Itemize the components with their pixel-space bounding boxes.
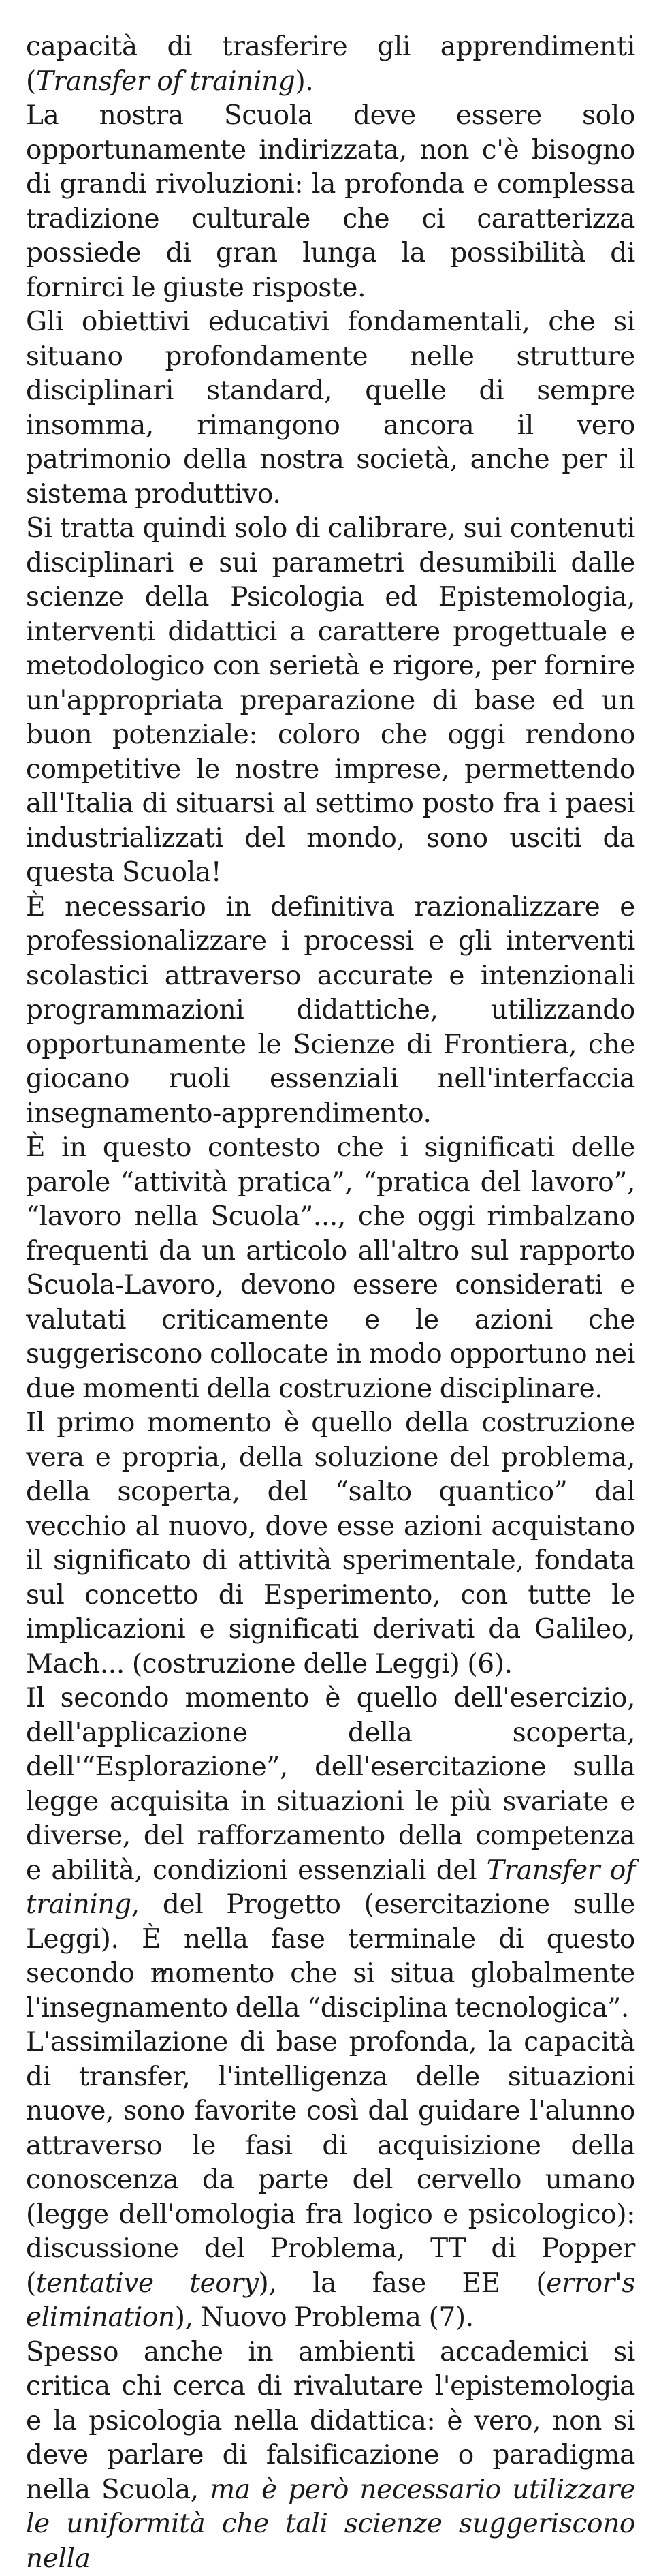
text-run: ). <box>295 66 314 97</box>
italic-text: Transfer of training <box>26 1855 635 1921</box>
text-run: È necessario in definitiva razionalizzare e professionalizzare i processi e gli interventi scolastici attraverso accurate e intenzionali programmazioni didattiche, utilizzando opportunamente le Scienze di Frontiera, che giocano ruoli essenziali nell'interfaccia insegnamento-apprendimento. <box>26 892 635 1129</box>
text-run: L'assimilazione di base profonda, la capacità di transfer, l'intelligenza delle situazioni nuove, sono favorite così dal guidare l'alunno attraverso le fasi di acquisizione della conoscenza da parte del cervello umano (legge dell'omologia fra logico e psicologico): discussione del Problema, TT di Popper ( <box>26 2027 635 2299</box>
italic-text: ma è però necessario utilizzare le uniformità che tali scienze suggeriscono nella <box>26 2474 635 2574</box>
text-run: È in questo contesto che i significati delle parole “attività pratica”, “pratica del lavoro”, “lavoro nella Scuola”..., che oggi rimbalzano frequenti da un articolo all'altro sul rapporto Scuola-Lavoro, devono essere considerati e valutati criticamente e le azioni che suggeriscono collocate in modo opportuno nei due momenti della costruzione disciplinare. <box>26 1132 635 1404</box>
paragraph <box>26 1681 635 2026</box>
paragraph <box>26 305 635 512</box>
text-run: Il primo momento è quello della costruzione vera e propria, della soluzione del problema, della scoperta, del “salto quantico” dal vecchio al nuovo, dove esse azioni acquistano il significato di attività sperimentale, fondata sul concetto di Esperimento, con tutte le implicazioni e significati derivati da Galileo, Mach... (costruzione delle Leggi) (6). <box>26 1408 635 1679</box>
text-run: ), Nuovo Problema (7). <box>175 2302 474 2333</box>
paragraph <box>26 1406 635 1681</box>
text-run: , del Progetto (esercitazione sulle Leggi). È nella fase terminale di questo secondo momento che si situa globalmente l'insegnamento della “disciplina tecnologica”. <box>26 1889 635 2023</box>
italic-text: error's elimination <box>26 2268 635 2333</box>
ink-mark <box>155 1968 173 1977</box>
paragraph <box>26 512 635 890</box>
text-run: ), la fase EE ( <box>259 2268 547 2299</box>
paragraph <box>26 1131 635 1406</box>
text-run: Spesso anche in ambienti accademici si critica chi cerca di rivalutare l'epistemologia e la psicologia nella didattica: è vero, non si deve parlare di falsificazione o paradigma nella Scuola, <box>26 2337 635 2505</box>
paragraph <box>26 890 635 1132</box>
italic-text: tentative teory <box>36 2268 259 2299</box>
text-run: La nostra Scuola deve essere solo opportunamente indirizzata, non c'è bisogno di grandi rivoluzioni: la profonda e complessa tradizione culturale che ci caratterizza possiede di gran lunga la possibilità di fornirci le giuste risposte. <box>26 100 635 303</box>
text-run: Si tratta quindi solo di calibrare, sui contenuti disciplinari e sui parametri desumibili dalle scienze della Psicologia ed Epistemologia, interventi didattici a carattere progettuale e metodologico con serietà e rigore, per fornire un'appropriata preparazione di base ed un buon potenziale: coloro che oggi rendono competitive le nostre imprese, permettendo all'Italia di situarsi al settimo posto fra i paesi industrializzati del mondo, sono usciti da questa Scuola! <box>26 513 635 888</box>
text-run: Il secondo momento è quello dell'esercizio, dell'applicazione della scoperta, dell'“Esplorazione”, dell'esercitazione sulla legge acquisita in situazioni le più svariate e diverse, del rafforzamento della competenza e abilità, condizioni essenziali del <box>26 1683 635 1886</box>
text-run: capacità di trasferire gli apprendimenti ( <box>26 31 635 97</box>
text-run: Gli obiettivi educativi fondamentali, che si situano profondamente nelle strutture disciplinari standard, quelle di sempre insomma, rimangono ancora il vero patrimonio della nostra società, anche per il sistema produttivo. <box>26 307 635 510</box>
body-text <box>26 30 635 2576</box>
paragraph <box>26 2026 635 2336</box>
italic-text: Transfer of training <box>36 66 295 97</box>
paragraph <box>26 30 635 99</box>
paragraph <box>26 2336 635 2576</box>
paragraph <box>26 99 635 305</box>
